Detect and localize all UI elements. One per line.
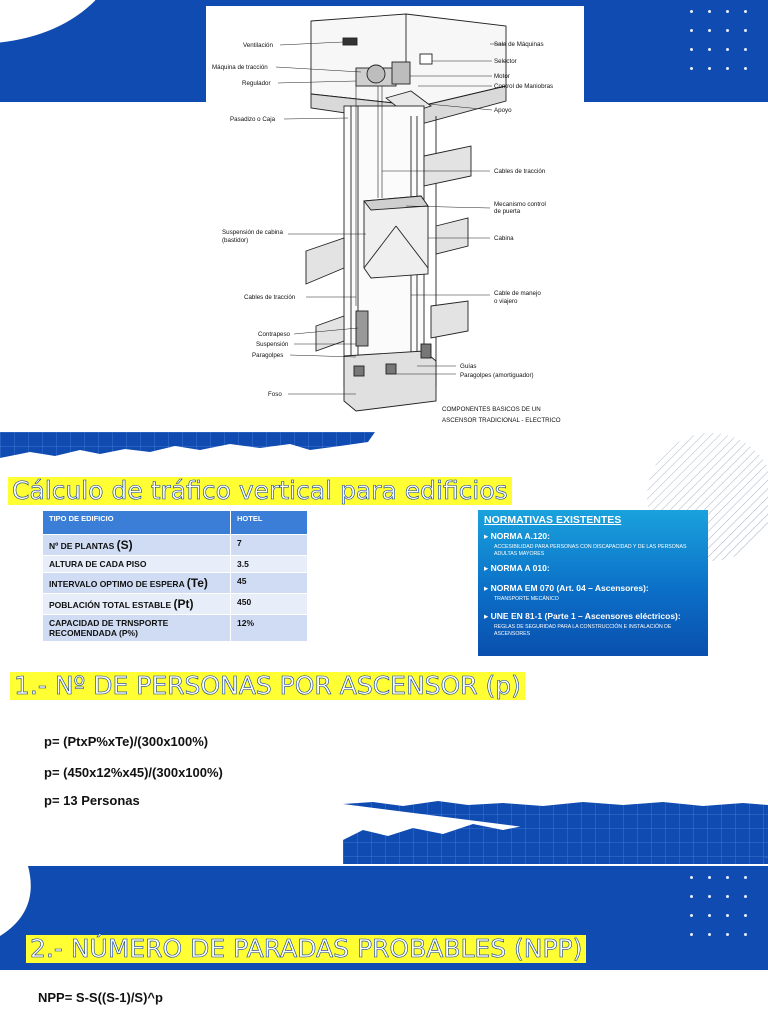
label-motor: Motor: [494, 73, 510, 80]
table-row: [43, 573, 308, 594]
label-paragolpes-left: Paragolpes: [252, 352, 284, 359]
table-row: [43, 556, 308, 573]
label-foso: Foso: [268, 391, 282, 398]
table-header-row: [43, 511, 308, 535]
normativa-head: [484, 563, 702, 574]
label-pasadizo: Pasadizo o Caja: [230, 116, 276, 123]
label-selector: Selector: [494, 58, 517, 65]
label-viajero: o viajero: [494, 298, 518, 305]
normativa-head: [484, 531, 702, 542]
section2-heading: 2.- NÚMERO DE PARADAS PROBABLES (NPP): [26, 935, 586, 963]
label-sala-maquinas: Sala de Máquinas: [494, 41, 544, 48]
normativa-sub: ACCESIBILIDAD PARA PERSONAS CON DISCAPACIDAD Y DE LAS PERSONAS ADULTAS MAYORES: [494, 544, 687, 557]
table-cell-value: 12%: [231, 615, 308, 642]
table-row: [43, 615, 308, 642]
table-cell-label: [43, 573, 231, 594]
label-paragolpes-right: Paragolpes (amortiguador): [460, 372, 534, 379]
label-ventilacion: Ventilación: [243, 42, 273, 49]
table-cell-value: 45: [231, 573, 308, 594]
normativa-head-text: NORMA A 010:: [490, 562, 550, 573]
label-cabina: Cabina: [494, 235, 514, 242]
section1-heading: 1.- Nº DE PERSONAS POR ASCENSOR (p): [10, 672, 525, 700]
normativa-head-text: NORMA A.120:: [490, 531, 550, 541]
top-left-arc: [0, 0, 110, 102]
table-header-value: HOTEL: [231, 511, 308, 535]
section1-result: p= 13 Personas: [44, 793, 140, 808]
label-apoyo: Apoyo: [494, 107, 512, 114]
page-title: Cálculo de tráfico vertical para edificios: [8, 477, 512, 505]
normativa-item: [484, 583, 702, 603]
bullet-icon: ▸: [484, 562, 491, 573]
normativas-box: [478, 510, 708, 656]
building-data-table: [42, 510, 308, 642]
elevator-diagram: [206, 6, 584, 430]
row-label-plantas: Nº DE PLANTAS: [49, 541, 115, 551]
normativa-item: [484, 563, 702, 574]
diagram-caption-line2: ASCENSOR TRADICIONAL - ELECTRICO: [442, 417, 561, 424]
normativas-title: NORMATIVAS EXISTENTES: [484, 514, 622, 526]
table-cell-label: [43, 615, 231, 642]
bullet-icon: ▸: [484, 531, 491, 541]
normativa-head-text: UNE EN 81-1 (Parte 1 – Ascensores eléctricos):: [490, 611, 681, 622]
torn-blue-strip-bottom: [343, 800, 768, 864]
row-label-altura: ALTURA DE CADA PISO: [49, 559, 147, 569]
normativa-sub: TRANSPORTE MECÁNICO: [494, 595, 559, 602]
torn-blue-strip-top: [0, 432, 375, 470]
label-cable-manejo: Cable de manejo: [494, 290, 541, 297]
label-de-puerta: de puerta: [494, 208, 521, 215]
normativa-head: [484, 611, 702, 622]
row-label-intervalo: INTERVALO OPTIMO DE ESPERA: [49, 579, 185, 589]
normativa-sub: REGLAS DE SEGURIDAD PARA LA CONSTRUCCIÓN E INSTALACIÓN DE ASCENSORES: [494, 624, 672, 637]
row-symbol-s: (S): [116, 538, 133, 552]
bullet-icon: ▸: [484, 611, 491, 622]
row-label-poblacion: POBLACIÓN TOTAL ESTABLE: [49, 600, 172, 610]
table-row: [43, 535, 308, 556]
table-cell-label: [43, 594, 231, 615]
table-header-label: TIPO DE EDIFICIO: [43, 511, 231, 535]
label-mecanismo-control: Mecanismo control: [494, 201, 546, 208]
section1-substitution: p= (450x12%x45)/(300x100%): [44, 765, 223, 780]
row-symbol-pt: (Pt): [173, 597, 194, 611]
section2-formula: NPP= S-S((S-1)/S)^p: [38, 990, 163, 1005]
normativa-item: [484, 611, 702, 638]
normativa-item: [484, 531, 702, 558]
table-cell-value: 450: [231, 594, 308, 615]
label-contrapeso: Contrapeso: [258, 331, 290, 338]
elevator-diagram-drawing: [206, 6, 584, 430]
table-cell-label: [43, 556, 231, 573]
normativa-head: [484, 583, 702, 594]
label-guias: Guías: [460, 363, 477, 370]
table-row: [43, 594, 308, 615]
bullet-icon: ▸: [484, 582, 491, 593]
label-bastidor: (bastidor): [222, 237, 249, 244]
section1-formula: p= (PtxP%xTe)/(300x100%): [44, 734, 209, 749]
label-control-maniobras: Control de Maniobras: [494, 83, 554, 90]
table-cell-value: 3.5: [231, 556, 308, 573]
row-label-capacidad: CAPACIDAD DE TRNSPORTE RECOMENDADA (P%): [49, 618, 169, 638]
table-cell-value: 7: [231, 535, 308, 556]
label-suspension-cabina: Suspensión de cabina: [222, 229, 283, 236]
label-cables-traccion-right: Cables de tracción: [494, 168, 546, 175]
normativa-head-text: NORMA EM 070 (Art. 04 – Ascensores):: [490, 582, 649, 593]
label-maquina-traccion: Máquina de tracción: [212, 64, 268, 71]
label-regulador: Regulador: [242, 80, 271, 87]
label-suspension: Suspensión: [256, 341, 289, 348]
table-cell-label: [43, 535, 231, 556]
label-cables-traccion-left: Cables de tracción: [244, 294, 296, 301]
diagram-caption-line1: COMPONENTES BASICOS DE UN: [442, 406, 541, 413]
row-symbol-te: (Te): [186, 576, 208, 590]
